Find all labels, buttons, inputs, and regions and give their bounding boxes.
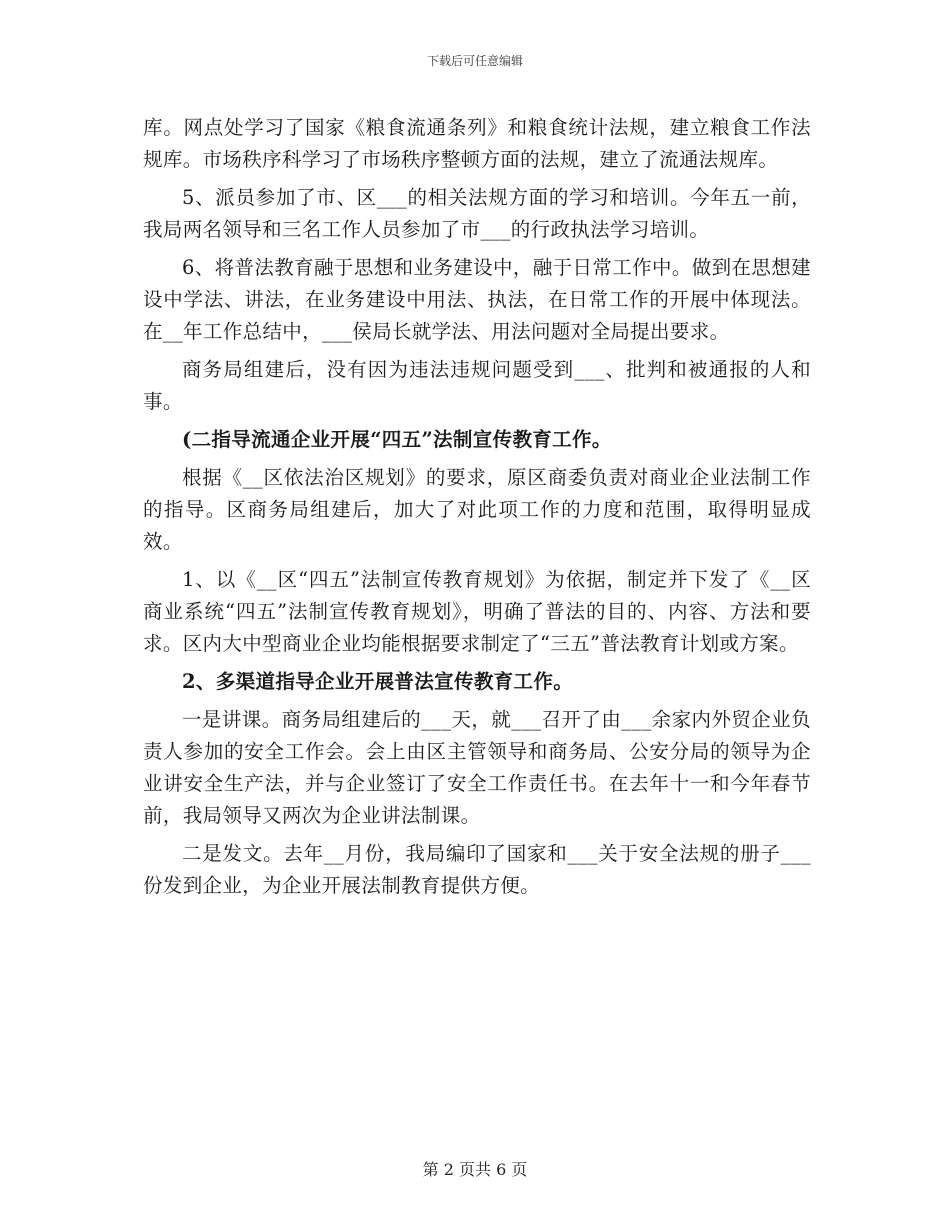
paragraph: 二是发文。去年__月份，我局编印了国家和___关于安全法规的册子___份发到企业，为企业开展法制教育提供方便。 <box>143 842 811 897</box>
paragraph: 一是讲课。商务局组建后的___天，就___召开了由___余家内外贸企业负责人参加的安全工作会。会上由区主管领导和商务局、公安分局的领导为企业讲安全生产法，并与企业签订了安全工作责任书。在去年十一和今年春节前，我局领导又两次为企业讲法制课。 <box>143 708 811 827</box>
paragraph: 1、以《__区“四五”法制宣传教育规划》为依据，制定并下发了《__区商业系统“四五”法制宣传教育规划》，明确了普法的目的、内容、方法和要求。区内大中型商业企业均能根据要求制定了“三五”普法教育计划或方案。 <box>143 568 811 655</box>
header-note: 下载后可任意编辑 <box>426 54 523 68</box>
paragraph: 根据《__区依法治区规划》的要求，原区商委负责对商业企业法制工作的指导。区商务局组建后，加大了对此项工作的力度和范围，取得明显成效。 <box>143 466 811 553</box>
page-number: 第 2 页共 6 页 <box>422 1160 528 1179</box>
paragraph: 商务局组建后，没有因为违法违规问题受到___、批判和被通报的人和事。 <box>143 358 811 413</box>
section-heading: (二指导流通企业开展“四五”法制宣传教育工作。 <box>182 428 612 451</box>
document-body <box>143 112 811 908</box>
section-heading: 2、多渠道指导企业开展普法宣传教育工作。 <box>182 670 574 693</box>
paragraph: 库。网点处学习了国家《粮食流通条列》和粮食统计法规，建立粮食工作法规库。市场秩序科学习了市场秩序整顿方面的法规，建立了流通法规库。 <box>143 116 811 171</box>
paragraph: 5、派员参加了市、区___的相关法规方面的学习和培训。今年五一前，我局两名领导和三名工作人员参加了市___的行政执法学习培训。 <box>143 186 811 241</box>
paragraph: 6、将普法教育融于思想和业务建设中，融于日常工作中。做到在思想建设中学法、讲法，在业务建设中用法、执法，在日常工作的开展中体现法。在__年工作总结中，___侯局长就学法、用法问题对全局提出要求。 <box>143 256 811 343</box>
